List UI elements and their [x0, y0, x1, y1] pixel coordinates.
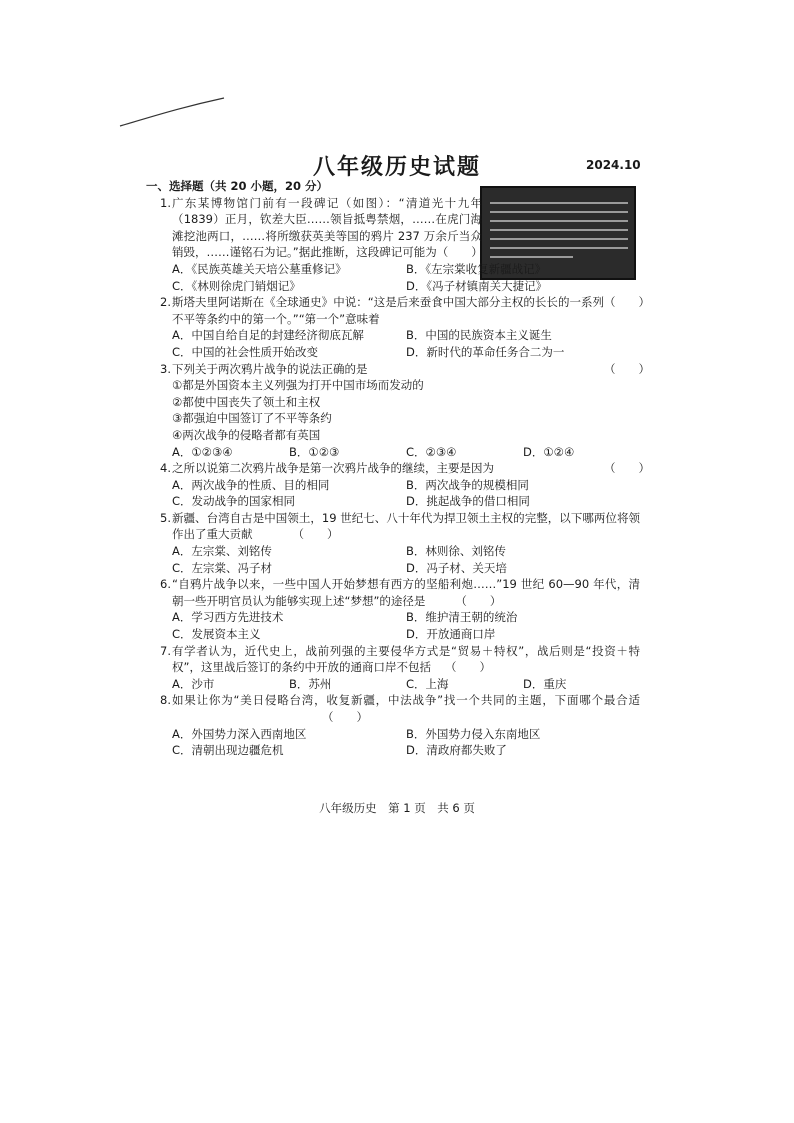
option-b[interactable]: B．《左宗棠收复新疆战记》	[406, 261, 547, 276]
options	[172, 261, 640, 294]
option-c[interactable]: C．发展资本主义	[172, 627, 261, 642]
page-title: 八年级历史试题	[312, 155, 481, 180]
option-d[interactable]: D．挑起战争的借口相同	[406, 494, 530, 509]
question-stem: 有学者认为，近代史上，战前列强的主要侵华方式是“贸易＋特权”，战后则是“投资＋特权”，这里战后签订的条约中开放的通商口岸不包括	[172, 643, 640, 675]
question-stem: “自鸦片战争以来，一些中国人开始梦想有西方的坚船利炮……”19 世纪 60—90 年代，清朝一些开明官员认为能够实现上述“梦想”的途径是	[172, 577, 640, 608]
option-d[interactable]: D．①②④	[523, 444, 575, 459]
question-1: 1. 广东某博物馆门前有一段碑记（如图）：“清道光十九年（1839）正月，钦差大臣……领旨抵粤禁烟，……在虎门海滩挖池两口，……将所缴获英美等国的鸦片 237 万余斤当众销毁，……谨铭石为记。”据此推断，这段碑记可能为（ ）	[160, 195, 640, 261]
option-a[interactable]: A．左宗棠、刘铭传	[172, 544, 272, 559]
question-stem: 新疆、台湾自古是中国领土，19 世纪七、八十年代为捍卫领土主权的完整，以下哪两位将领作出了重大贡献	[172, 510, 640, 542]
option-b[interactable]: B．外国势力侵入东南地区	[406, 726, 541, 741]
pen-stroke-mark	[118, 96, 228, 130]
question-stem: 如果让你为“美日侵略台湾，收复新疆，中法战争”找一个共同的主题，下面哪个最合适	[172, 693, 640, 708]
options	[172, 327, 640, 360]
answer-paren: （ ）	[604, 361, 650, 376]
question-stem: 斯塔夫里阿诺斯在《全球通史》中说：“这是后来蚕食中国大部分主权的长长的一系列不平等条约中的第一个。”“第一个”意味着	[172, 295, 604, 326]
option-c[interactable]: C．左宗棠、冯子材	[172, 560, 273, 575]
answer-paren: （ ）	[455, 593, 502, 608]
answer-paren: （ ）	[322, 710, 368, 724]
option-a[interactable]: A．中国自给自足的封建经济彻底瓦解	[172, 328, 364, 343]
question-5: 5. 新疆、台湾自古是中国领土，19 世纪七、八十年代为捍卫领土主权的完整，以下哪两位将领作出了重大贡献 （ ）	[160, 510, 640, 542]
answer-paren: （ ）	[444, 660, 491, 675]
question-6: 6. “自鸦片战争以来，一些中国人开始梦想有西方的坚船利炮……”19 世纪 60—90 年代，清朝一些开明官员认为能够实现上述“梦想”的途径是 （ ）	[160, 577, 640, 608]
question-4: 4. （ ） 之所以说第二次鸦片战争是第一次鸦片战争的继续，主要是因为	[160, 461, 650, 476]
option-c[interactable]: C．中国的社会性质开始改变	[172, 344, 319, 359]
exam-date: 2024.10	[586, 158, 641, 172]
options	[172, 726, 640, 759]
option-b[interactable]: B．苏州	[289, 676, 332, 691]
question-list	[146, 178, 650, 759]
option-a[interactable]: A．学习西方先进技术	[172, 610, 284, 625]
question-3: 3. （ ） 下列关于两次鸦片战争的说法正确的是	[160, 361, 650, 376]
question-stem: 之所以说第二次鸦片战争是第一次鸦片战争的继续，主要是因为	[172, 461, 494, 476]
options	[172, 477, 640, 510]
question-8: 8. 如果让你为“美日侵略台湾，收复新疆，中法战争”找一个共同的主题，下面哪个最合适（ ）	[160, 693, 640, 724]
options	[172, 609, 640, 642]
answer-paren: （ ）	[292, 527, 339, 542]
question-7: 7. 有学者认为，近代史上，战前列强的主要侵华方式是“贸易＋特权”，战后则是“投资＋特权”，这里战后签订的条约中开放的通商口岸不包括 （ ）	[160, 643, 640, 675]
options	[172, 444, 640, 461]
option-c[interactable]: C．清朝出现边疆危机	[172, 743, 284, 758]
statement-1: ①都是外国资本主义列强为打开中国市场而发动的	[172, 378, 424, 393]
option-c[interactable]: C．发动战争的国家相同	[172, 494, 296, 509]
option-b[interactable]: B．①②③	[289, 444, 340, 459]
question-stem: 下列关于两次鸦片战争的说法正确的是	[172, 361, 368, 376]
statement-4: ④两次战争的侵略者都有英国	[172, 427, 321, 442]
option-c[interactable]: C．《林则徐虎门销烟记》	[172, 278, 301, 293]
option-b[interactable]: B．维护清王朝的统治	[406, 610, 518, 625]
option-d[interactable]: D．新时代的革命任务合二为一	[406, 344, 565, 359]
option-b[interactable]: B．两次战争的规模相同	[406, 477, 529, 492]
question-stem: 广东某博物馆门前有一段碑记（如图）：“清道光十九年（1839）正月，钦差大臣……领旨抵粤禁烟，……在虎门海滩挖池两口，……将所缴获英美等国的鸦片 237 万余斤当众销毁，……谨铭石为记。”据此推断，这段碑记可能为（ ）	[172, 195, 483, 260]
option-d[interactable]: D．冯子材、关天培	[406, 560, 507, 575]
section-heading: 一、选择题（共 20 小题，20 分）	[146, 179, 329, 193]
statement-2: ②都使中国丧失了领土和主权	[172, 394, 321, 409]
answer-paren: （ ）	[604, 295, 650, 310]
option-a[interactable]: A．沙市	[172, 676, 215, 691]
option-d[interactable]: D．开放通商口岸	[406, 627, 496, 642]
option-a[interactable]: A．两次战争的性质、目的相同	[172, 477, 330, 492]
option-a[interactable]: A．《民族英雄关天培公墓重修记》	[172, 261, 347, 276]
option-c[interactable]: C．上海	[406, 676, 449, 691]
options	[172, 676, 640, 693]
option-a[interactable]: A．①②③④	[172, 444, 233, 459]
option-c[interactable]: C．②③④	[406, 444, 457, 459]
option-b[interactable]: B．中国的民族资本主义诞生	[406, 328, 552, 343]
question-2: 2. （ ） 斯塔夫里阿诺斯在《全球通史》中说：“这是后来蚕食中国大部分主权的长长的一系列不平等条约中的第一个。”“第一个”意味着	[160, 295, 650, 326]
option-b[interactable]: B．林则徐、刘铭传	[406, 544, 506, 559]
option-a[interactable]: A．外国势力深入西南地区	[172, 726, 307, 741]
option-d[interactable]: D．清政府都失败了	[406, 743, 507, 758]
option-d[interactable]: D．《冯子材镇南关大捷记》	[406, 278, 548, 293]
options	[172, 543, 640, 576]
statement-3: ③都强迫中国签订了不平等条约	[172, 411, 332, 426]
answer-paren: （ ）	[604, 461, 650, 476]
page-footer: 八年级历史 第 1 页 共 6 页	[319, 801, 475, 815]
option-d[interactable]: D．重庆	[523, 676, 567, 691]
